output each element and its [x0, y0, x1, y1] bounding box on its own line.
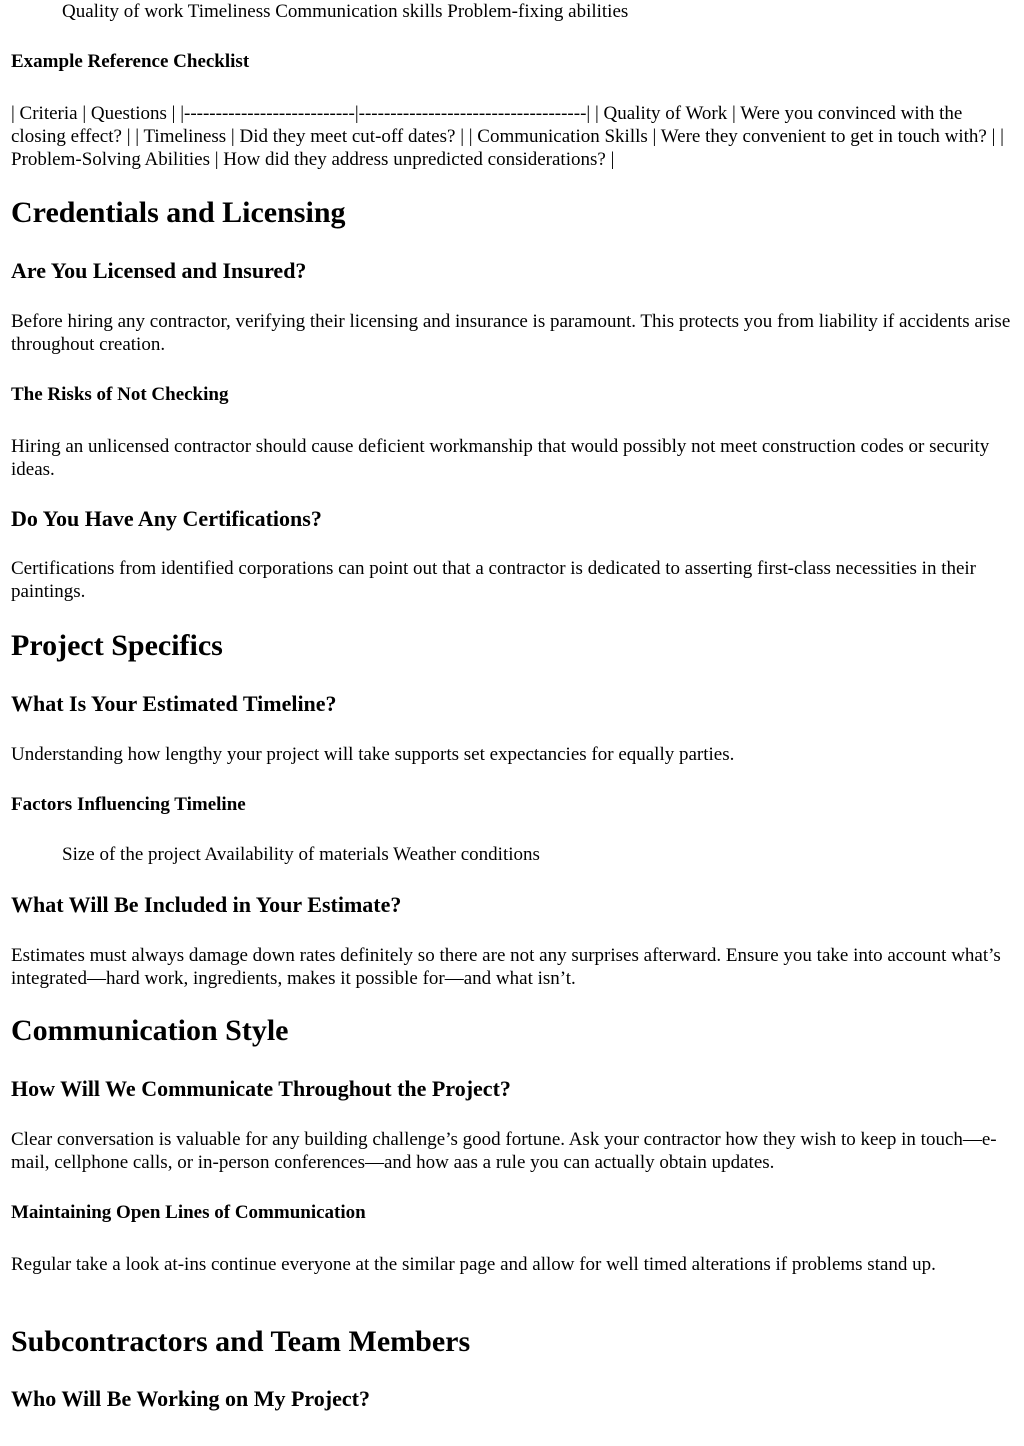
- credentials-heading: Credentials and Licensing: [11, 196, 346, 229]
- factors-heading: Factors Influencing Timeline: [11, 794, 246, 815]
- who-heading: Who Will Be Working on My Project?: [11, 1386, 370, 1411]
- open-lines-paragraph: Regular take a look at-ins continue everyone at the similar page and allow for well timed alterations if problems stand up.: [11, 1254, 936, 1275]
- risks-paragraph: Hiring an unlicensed contractor should cause deficient workmanship that would possibly not meet construction codes or security ideas.: [11, 436, 990, 480]
- licensed-heading: Are You Licensed and Insured?: [11, 258, 307, 283]
- communicate-paragraph: Clear conversation is valuable for any building challenge’s good fortune. Ask your contractor how they wish to keep in touch—e-mail, cellphone calls, or in-person conferences—and how aas a rule you can actually obtain updates.: [11, 1129, 997, 1173]
- subcontractors-heading: Subcontractors and Team Members: [11, 1325, 471, 1358]
- communicate-heading: How Will We Communicate Throughout the Project?: [11, 1076, 511, 1101]
- open-lines-heading: Maintaining Open Lines of Communication: [11, 1202, 366, 1223]
- risks-heading: The Risks of Not Checking: [11, 384, 229, 405]
- licensed-paragraph: Before hiring any contractor, verifying their licensing and insurance is paramount. This protects you from liability if accidents arise throughout creation.: [11, 311, 1011, 355]
- reference-checklist-table: | Criteria | Questions | |---------------------------|------------------------------------| | Quality of Work | Were you convinced with the closing effect? | | Timeliness | Did they meet cut-off dates? | | Communication Skills | Were they convenient to get in touch with? | | Problem-Solving Abilities | How did they address unpredicted considerations? |: [11, 103, 1004, 170]
- timeline-heading: What Is Your Estimated Timeline?: [11, 691, 337, 716]
- factors-list: Size of the project Availability of materials Weather conditions: [62, 844, 540, 865]
- certifications-paragraph: Certifications from identified corporations can point out that a contractor is dedicated to asserting first-class necessities in their paintings.: [11, 558, 977, 602]
- timeline-paragraph: Understanding how lengthy your project will take supports set expectancies for equally parties.: [11, 744, 735, 765]
- skills-list: Quality of work Timeliness Communication skills Problem-fixing abilities: [62, 1, 629, 22]
- certifications-heading: Do You Have Any Certifications?: [11, 506, 322, 531]
- communication-style-heading: Communication Style: [11, 1014, 289, 1047]
- estimate-paragraph: Estimates must always damage down rates definitely so there are not any surprises afterward. Ensure you take into account what’s integrated—hard work, ingredients, makes it possible for—and what isn’t.: [11, 945, 1001, 989]
- project-specifics-heading: Project Specifics: [11, 629, 223, 662]
- reference-checklist-heading: Example Reference Checklist: [11, 51, 250, 72]
- estimate-heading: What Will Be Included in Your Estimate?: [11, 892, 402, 917]
